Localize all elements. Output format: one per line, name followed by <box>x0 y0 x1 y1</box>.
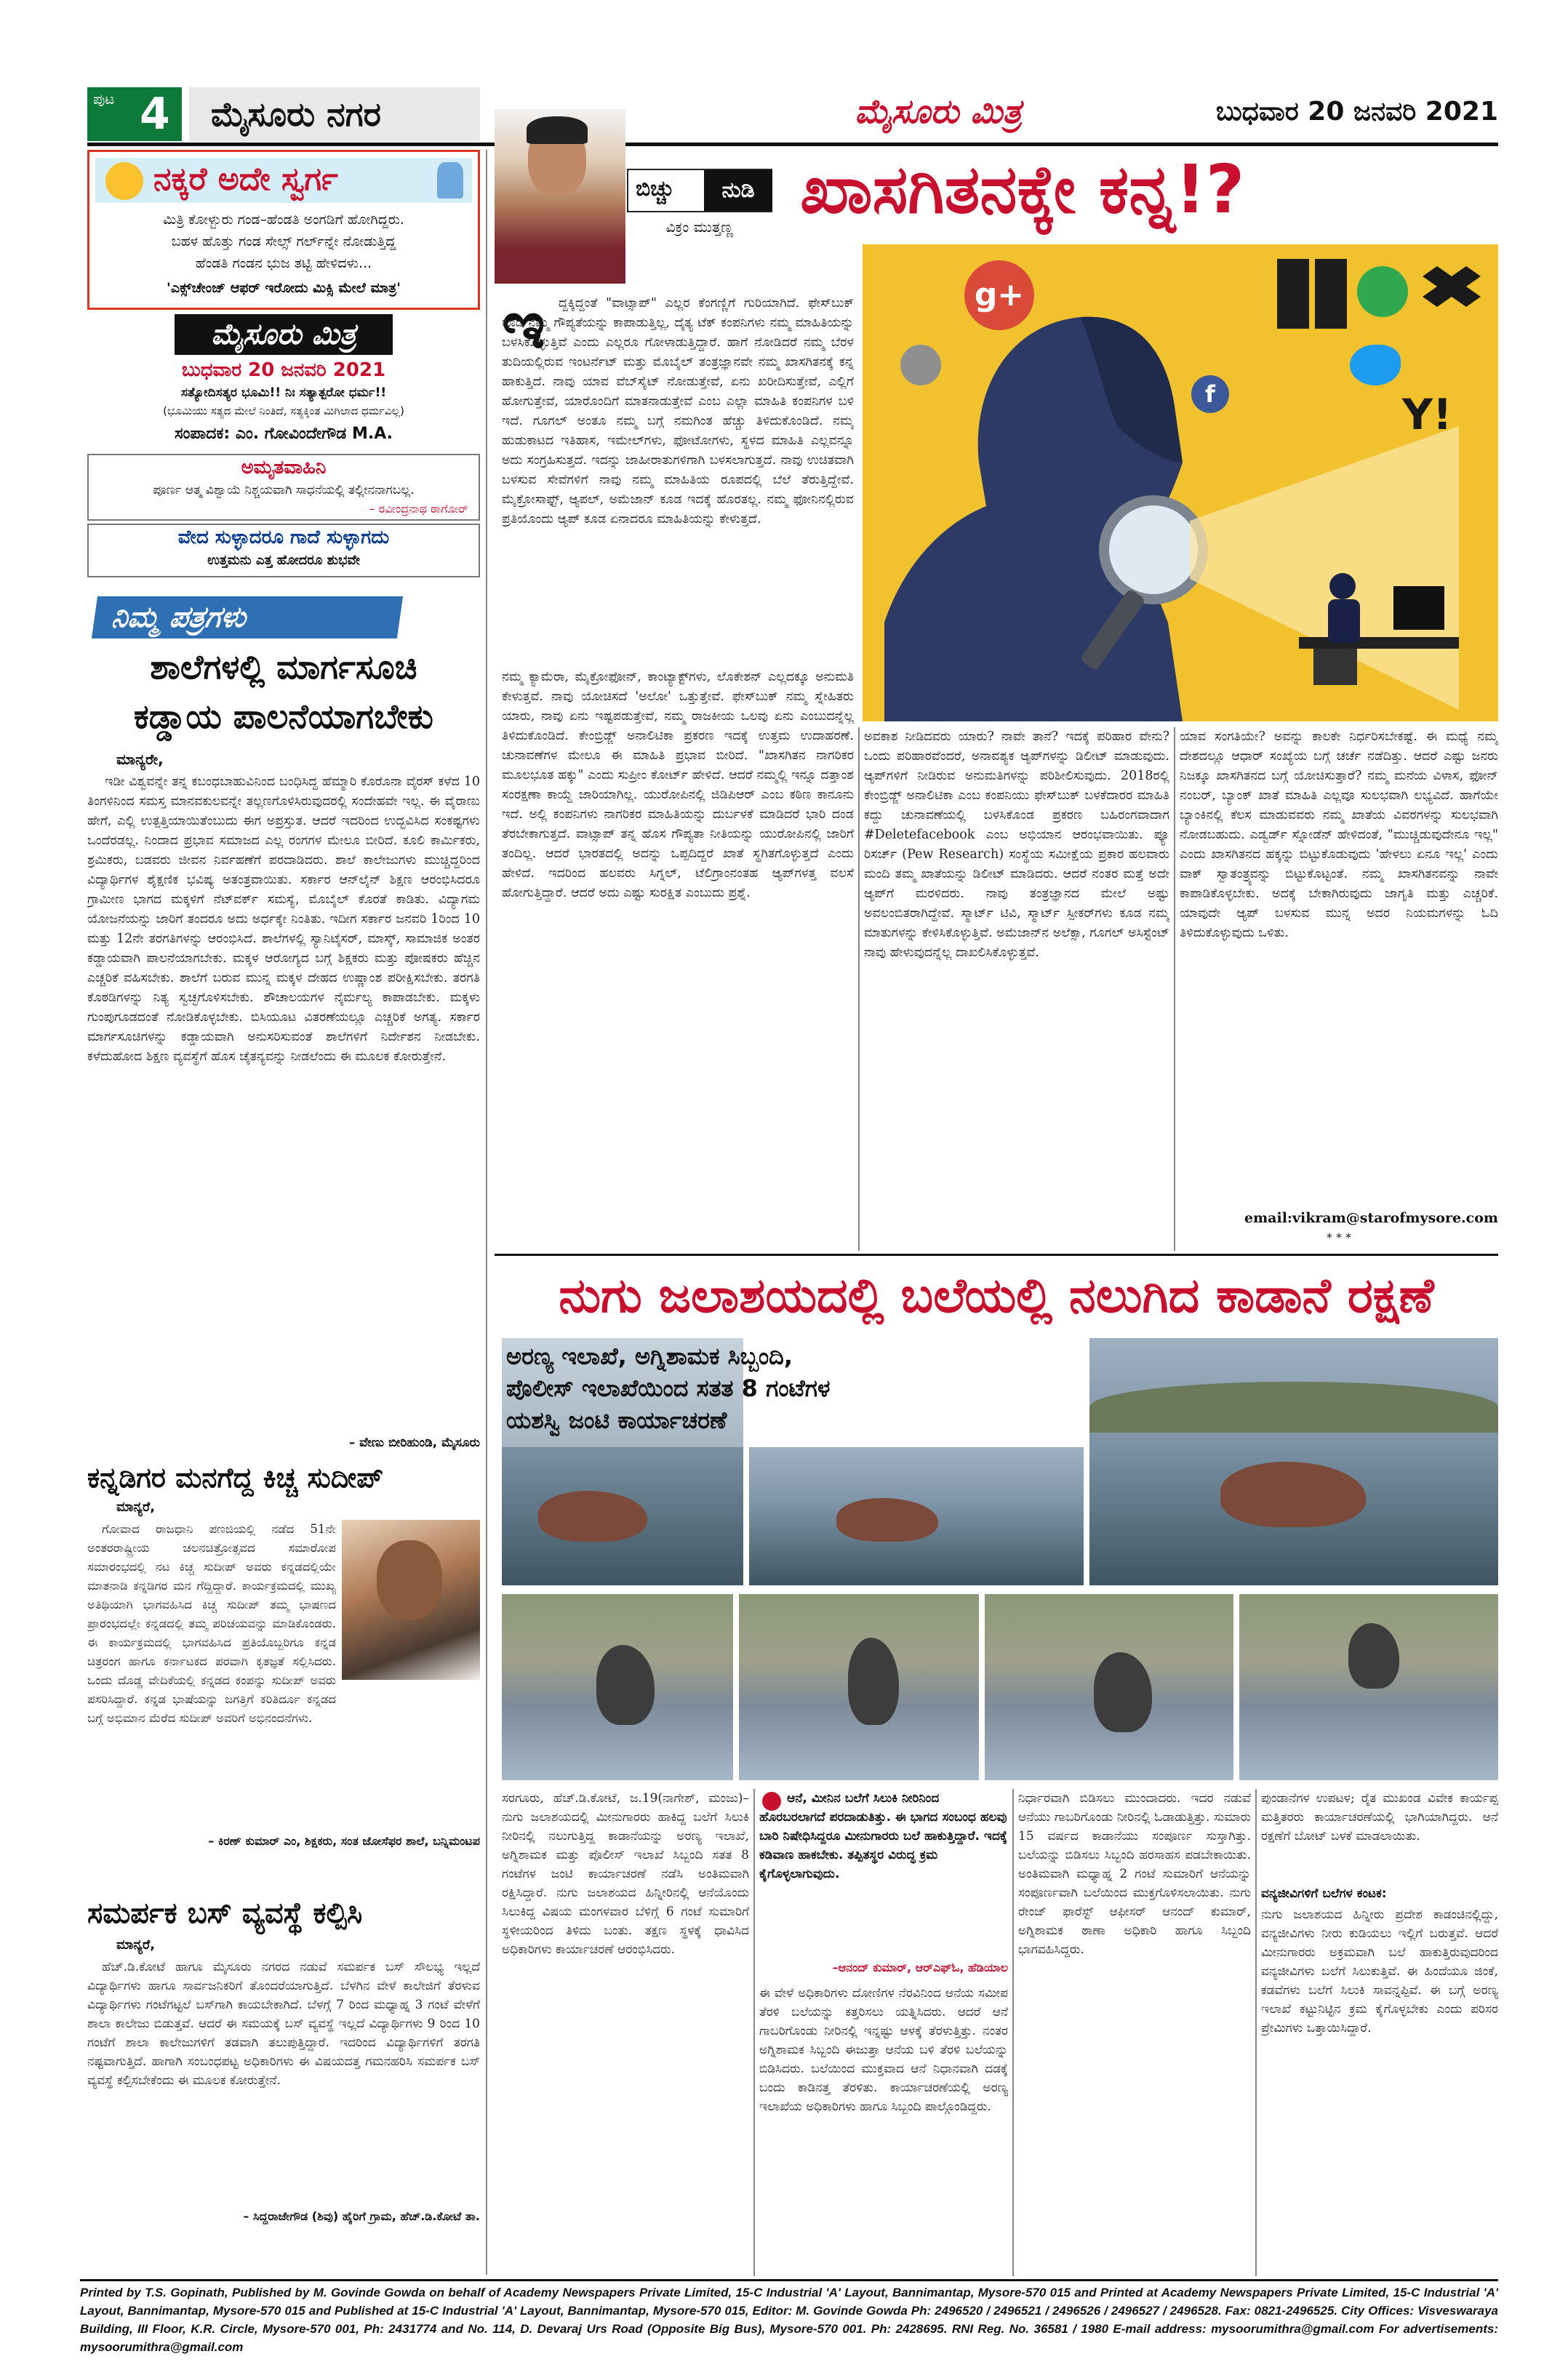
yahoo-icon: Y! <box>1402 390 1452 439</box>
elephant-text-4: ಪುಂಡಾನೆಗಳ ಉಪಟಳ; ರೈತ ಮುಖಂಡ ವಿವೇಕ ಕಾರ್ಯಪ್ಪ ಮತ್ತಿತರರು ಕಾರ್ಯಾಚರಣೆಯಲ್ಲಿ ಭಾಗಿಯಾಗಿದ್ದರು. ಆನೆ ರಕ್ಷಣೆಗೆ ಬೋಟ್ ಬಳಕೆ ಮಾಡಲಾಯಿತು. <box>1261 1791 1498 1843</box>
letter2-body: ಗೋವಾದ ರಾಜಧಾನಿ ಪಣಜಿಯಲ್ಲಿ ನಡೆದ 51ನೇ ಅಂತರರಾಷ್ಟ್ರೀಯ ಚಲನಚಿತ್ರೋತ್ಸವದ ಸಮಾರೋಪ ಸಮಾರಂಭದಲ್ಲಿ ನಟ ಕಿಚ್ಚ ಸುದೀಪ್ ಅವರು ಕನ್ನಡದಲ್ಲಿಯೇ ಮಾತನಾಡಿ ಕನ್ನಡಿಗರ ಮನ ಗೆದ್ದಿದ್ದಾರೆ. ಕಾರ್ಯಕ್ರಮದಲ್ಲಿ ಮುಖ್ಯ ಅತಿಥಿಯಾಗಿ ಭಾಗವಹಿಸಿದ ಕಿಚ್ಚ ಸುದೀಪ್ ತಮ್ಮ ಭಾಷಣದ ಪ್ರಾರಂಭದಲ್ಲೇ ಕನ್ನಡದಲ್ಲಿ ತಮ್ಮ ಪರಿಚಯವನ್ನು ಮಾಡಿಕೊಂಡರು. ಈ ಕಾರ್ಯಕ್ರಮದಲ್ಲಿ ಭಾಗವಹಿಸಿದ ಪ್ರತಿಯೊಬ್ಬರಿಗೂ ಕನ್ನಡ ಚಿತ್ರರಂಗ ಹಾಗೂ ಕರ್ನಾಟಕದ ಪರವಾಗಿ ಕೃತಜ್ಞತೆ ಸಲ್ಲಿಸಿದರು. ಒಂದು ದೊಡ್ಡ ವೇದಿಕೆಯಲ್ಲಿ ಕನ್ನಡದ ಕಂಪನ್ನು ಸುದೀಪ್ ಅವರು ಪಸರಿಸಿದ್ದಾರೆ. ಕನ್ನಡ ಭಾಷೆಯನ್ನು ಜಗತ್ತಿಗೆ ಕರಿತಿರ್ದೂ ಕನ್ನಡದ ಬಗ್ಗೆ ಅಭಿಮಾನ ಮೆರೆದ ಸುದೀಪ್ ಅವರಿಗೆ ಅಭಿನಂದನೆಗಳು. <box>87 1522 336 1725</box>
elephant-photo-5 <box>739 1594 979 1780</box>
elephant-text-1: ಸರಗೂರು, ಹೆಚ್.ಡಿ.ಕೋಟೆ, ಜ.19(ನಾಗೇಶ್, ಮಂಜು)– ನುಗು ಜಲಾಶಯದಲ್ಲಿ ಮೀನುಗಾರರು ಹಾಕಿದ್ದ ಬಲೆಗೆ ಸಿಲುಕಿ ನೀರಿನಲ್ಲಿ ನಲುಗುತ್ತಿದ್ದ ಕಾಡಾನೆಯನ್ನು ಅರಣ್ಯ ಇಲಾಖೆ, ಅಗ್ನಿಶಾಮಕ ಮತ್ತು ಪೊಲೀಸ್ ಇಲಾಖೆ ಸಿಬ್ಬಂದಿ ಸತತ 8 ಗಂಟೆಗಳ ಜಂಟಿ ಕಾರ್ಯಾಚರಣೆ ನಡೆಸಿ ಅಂತಿಮವಾಗಿ ರಕ್ಷಿಸಿದ್ದಾರೆ. ನುಗು ಜಲಾಶಯದ ಹಿನ್ನೀರಿನಲ್ಲಿ ಆನೆಯೊಂದು ಸಿಲುಕಿದ್ದ ವಿಷಯ ಮಂಗಳವಾರ ಬೆಳಿಗ್ಗೆ 6 ಗಂಟೆ ಸುಮಾರಿಗೆ ಸ್ಥಳೀಯರಿಂದ ತಿಳಿದು ಬಂತು. ತಕ್ಷಣ ಸ್ಥಳಕ್ಕೆ ಧಾವಿಸಿದ ಅಧಿಕಾರಿಗಳು ಕಾರ್ಯಾಚರಣೆ ಆರಂಭಿಸಿದರು. <box>502 1791 749 1957</box>
elephant-shape <box>1348 1623 1399 1689</box>
letters-banner: ನಿಮ್ಮ ಪತ್ರಗಳು <box>92 596 403 638</box>
cartoon-man-icon <box>437 162 463 199</box>
letter3-salute: ಮಾನ್ಯರೆ, <box>116 1937 156 1953</box>
elephant-shape <box>1220 1462 1366 1527</box>
elephant-subhead: ವನ್ಯಜೀವಿಗಳಿಗೆ ಬಲೆಗಳ ಕಂಟಕ: <box>1261 1886 1387 1901</box>
illustration-svg <box>863 244 1498 721</box>
whatsapp-icon <box>1357 266 1408 317</box>
column-name-box <box>627 169 772 212</box>
amrutha-title: ಅಮೃತವಾಹಿನಿ <box>241 457 327 479</box>
imprint-date: ಬುಧವಾರ 20 ಜನವರಿ 2021 <box>181 359 386 381</box>
quote-box <box>759 1789 1008 1978</box>
google-plus-icon: g+ <box>964 260 1034 330</box>
portrait-silhouette <box>377 1540 442 1620</box>
joke-line: 'ಎಕ್ಸ್‌ಚೇಂಜ್ ಆಫರ್ ಇರೋದು ಮಿಕ್ಸಿ ಮೇಲೆ ಮಾತ್ರ' <box>167 280 401 296</box>
letter3-body: ಹೆಚ್.ಡಿ.ಕೋಟೆ ಹಾಗೂ ಮೈಸೂರು ನಗರದ ನಡುವೆ ಸಮರ್ಪಕ ಬಸ್ ಸೌಲಭ್ಯ ಇಲ್ಲದೆ ವಿದ್ಯಾರ್ಥಿಗಳು ಹಾಗೂ ಸಾರ್ವಜನಿಕರಿಗೆ ತೊಂದರೆಯಾಗುತ್ತಿದೆ. ಬೆಳಗಿನ ವೇಳೆ ಕಾಲೇಜಿಗೆ ತೆರಳುವ ವಿದ್ಯಾರ್ಥಿಗಳು ಗಂಟೆಗಟ್ಟಲೆ ಬಸ್‌ಗಾಗಿ ಕಾಯಬೇಕಾಗಿದೆ. ಬೆಳಗ್ಗೆ 7 ರಿಂದ ಮಧ್ಯಾಹ್ನ 3 ಗಂಟೆ ವೇಳೆಗೆ ಶಾಲಾ ಕಾಲೇಜು ಬಿಡುತ್ತವೆ. ಆದರೆ ಈ ಸಮಯಕ್ಕೆ ಬಸ್ ವ್ಯವಸ್ಥೆ ಇಲ್ಲದೆ ವಿದ್ಯಾರ್ಥಿಗಳು 9 ರಿಂದ 10 ಗಂಟೆಗೆ ಶಾಲಾ ಕಾಲೇಜುಗಳಿಗೆ ತಡವಾಗಿ ತಲುಪುತ್ತಿದ್ದಾರೆ. ಇದರಿಂದ ವಿದ್ಯಾರ್ಥಿಗಳಿಗೆ ತರಗತಿ ನಷ್ಟವಾಗುತ್ತಿದೆ. ಹಾಗಾಗಿ ಸಂಬಂಧಪಟ್ಟ ಅಧಿಕಾರಿಗಳು ಈ ವಿಷಯದತ್ತ ಗಮನಹರಿಸಿ ಸಮರ್ಪಕ ಬಸ್ ವ್ಯವಸ್ಥೆ ಕಲ್ಪಿಸಬೇಕೆಂದು ಈ ಮೂಲಕ ಕೋರುತ್ತೇನೆ. <box>87 1960 480 2088</box>
laughing-face-icon <box>105 162 143 200</box>
letter3-sign: – ಸಿದ್ದರಾಜೇಗೌಡ (ಶಿವು) ಹೈರಿಗೆ ಗ್ರಾಮ, ಹೆಚ್.ಡಿ.ಕೋಟೆ ತಾ. <box>243 2209 480 2223</box>
left-column-rule <box>486 150 487 2275</box>
letter1-body: ಇಡೀ ವಿಶ್ವವನ್ನೇ ತನ್ನ ಕಬಂಧಬಾಹುವಿನಿಂದ ಬಂಧಿಸಿದ್ದ ಹೆಮ್ಮಾರಿ ಕೊರೊನಾ ವೈರಸ್ ಕಳೆದ 10 ತಿಂಗಳಿನಿಂದ ಸಮಸ್ತ ಮಾನವಕುಲವನ್ನೇ ತಲ್ಲಣಗೊಳಿಸಿರುವುದರಲ್ಲಿ ಸಂದೇಹವೇ ಇಲ್ಲ. ಈ ವೈರಾಣು ಹೇಗೆ, ಎಲ್ಲಿ ಉತ್ಪತ್ತಿಯಾಯಿತೆಂಬುದು ಈಗ ಅಪ್ರಸ್ತುತ. ಆದರೆ ಇದರಿಂದ ಉದ್ಭವಿಸಿದ ಸಂಕಷ್ಟಗಳು ಒಂದೆರಡಲ್ಲ. ನಿಂದಾದ ಪ್ರಭಾವ ಸಮಾಜದ ಎಲ್ಲ ರಂಗಗಳ ಮೇಲೂ ಬೀರಿದೆ. ಕೂಲಿ ಕಾರ್ಮಿಕರು, ಶ್ರಮಿಕರು, ಬಡವರು ಜೀವನ ನಿರ್ವಹಣೆಗೆ ಪರದಾಡಿದರು. ಶಾಲೆ ಕಾಲೇಜುಗಳು ಮುಚ್ಚಿದ್ದರಿಂದ ವಿದ್ಯಾರ್ಥಿಗಳ ಶೈಕ್ಷಣಿಕ ಭವಿಷ್ಯ ಅತಂತ್ರವಾಯಿತು. ಸರ್ಕಾರ ಆನ್‌ಲೈನ್ ಶಿಕ್ಷಣ ಆರಂಭಿಸಿದರೂ ಗ್ರಾಮೀಣ ಭಾಗದ ಮಕ್ಕಳಿಗೆ ನೆಟ್‌ವರ್ಕ್ ಸಮಸ್ಯೆ, ಮೊಬೈಲ್ ಕೊರತೆ ಕಾಡಿತು. ವಿದ್ಯಾಗಮ ಯೋಜನೆಯನ್ನು ಜಾರಿಗೆ ತಂದರೂ ಅದು ಅರ್ಧಕ್ಕೇ ನಿಂತಿತು. ಇದೀಗ ಸರ್ಕಾರ ಜನವರಿ 1ರಿಂದ 10 ಮತ್ತು 12ನೇ ತರಗತಿಗಳನ್ನು ಆರಂಭಿಸಿದೆ. ಶಾಲೆಗಳಲ್ಲಿ ಸ್ಯಾನಿಟೈಸರ್, ಮಾಸ್ಕ್, ಸಾಮಾಜಿಕ ಅಂತರ ಕಡ್ಡಾಯವಾಗಿ ಪಾಲನೆಯಾಗಬೇಕು. ಮಕ್ಕಳ ಆರೋಗ್ಯದ ಬಗ್ಗೆ ಶಿಕ್ಷಕರು ಮತ್ತು ಪೋಷಕರು ಹೆಚ್ಚಿನ ಎಚ್ಚರಿಕೆ ವಹಿಸಬೇಕು. ಶಾಲೆಗೆ ಬರುವ ಮುನ್ನ ಮಕ್ಕಳ ದೇಹದ ಉಷ್ಣಾಂಶ ಪರೀಕ್ಷಿಸಬೇಕು. ತರಗತಿ ಕೊಠಡಿಗಳನ್ನು ನಿತ್ಯ ಸ್ವಚ್ಛಗೊಳಿಸಬೇಕು. ಶೌಚಾಲಯಗಳ ನೈರ್ಮಲ್ಯ ಕಾಪಾಡಬೇಕು. ಮಕ್ಕಳು ಗುಂಪುಗೂಡದಂತೆ ನೋಡಿಕೊಳ್ಳಬೇಕು. ಬಿಸಿಯೂಟ ವಿತರಣೆಯಲ್ಲೂ ಎಚ್ಚರಿಕೆ ಅಗತ್ಯ. ಸರ್ಕಾರ ಮಾರ್ಗಸೂಚಿಗಳನ್ನು ಕಡ್ಡಾಯವಾಗಿ ಅನುಸರಿಸುವಂತೆ ಶಾಲೆಗಳಿಗೆ ನಿರ್ದೇಶನ ನೀಡಬೇಕು. ಕಳೆದುಹೋದ ಶಿಕ್ಷಣ ವ್ಯವಸ್ಥೆಗೆ ಹೊಸ ಚೈತನ್ಯವನ್ನು ನೀಡಲೆಂದು ಈ ಮೂಲಕ ಕೋರುತ್ತೇನೆ. <box>87 774 480 1064</box>
header-date: ಬುಧವಾರ 20 ಜನವರಿ 2021 <box>1215 97 1498 127</box>
office-worker-head <box>1329 573 1356 599</box>
elephant-shape <box>538 1491 647 1542</box>
hill-shape <box>1089 1382 1498 1433</box>
section-title: ಮೈಸೂರು ನಗರ <box>189 87 480 141</box>
elephant-headline: ನುಗು ಜಲಾಶಯದಲ್ಲಿ ಬಲೆಯಲ್ಲಿ ನಲುಗಿದ ಕಾಡಾನೆ ರಕ್ಷಣೆ <box>559 1268 1434 1324</box>
letter1-title-b: ಕಡ್ಡಾಯ ಪಾಲನೆಯಾಗಬೇಕು <box>134 697 433 736</box>
elephant-text-3: ನಿರ್ಧಾರವಾಗಿ ಬಿಡಿಸಲು ಮುಂದಾದರು. ಇದರ ನಡುವೆ ಆನೆಯು ಗಾಬರಿಗೊಂಡು ನೀರಿನಲ್ಲಿ ಓಡಾಡುತ್ತಿತ್ತು. ಸುಮಾರು 15 ವರ್ಷದ ಕಾಡಾನೆಯು ಸಂಪೂರ್ಣ ಸುಸ್ತಾಗಿತ್ತು. ಬಲೆಯನ್ನು ಬಿಡಿಸಲು ಸಿಬ್ಬಂದಿ ಹರಸಾಹಸ ಪಡಬೇಕಾಯಿತು. ಅಂತಿಮವಾಗಿ ಮಧ್ಯಾಹ್ನ 2 ಗಂಟೆ ಸುಮಾರಿಗೆ ಆನೆಯನ್ನು ಸಂಪೂರ್ಣವಾಗಿ ಬಲೆಯಿಂದ ಮುಕ್ತಗೊಳಿಸಲಾಯಿತು. ನುಗು ರೇಂಜ್ ಫಾರೆಸ್ಟ್ ಆಫೀಸರ್ ಆನಂದ್ ಕುಮಾರ್, ಅಗ್ನಿಶಾಮಕ ಠಾಣಾ ಅಧಿಕಾರಿ ಹಾಗೂ ಸಿಬ್ಬಂದಿ ಭಾಗವಹಿಸಿದ್ದರು. <box>1018 1791 1251 1957</box>
amrutha-box <box>87 454 480 521</box>
joke-box <box>87 150 480 310</box>
column-end-stars: * * * <box>1326 1230 1352 1244</box>
imprint-editor: ಸಂಪಾದಕ: ಎಂ. ಗೋವಿಂದೇಗೌಡ M.A. <box>174 425 393 443</box>
elephant-subhead-1: ಅರಣ್ಯ ಇಲಾಖೆ, ಅಗ್ನಿಶಾಮಕ ಸಿಬ್ಬಂದಿ, <box>506 1342 793 1370</box>
elephant-photo-2 <box>749 1447 1084 1585</box>
page-label: ಪುಟ <box>93 90 115 108</box>
elephant-shape <box>1094 1652 1152 1732</box>
elephant-text-5: ನುಗು ಜಲಾಶಯದ ಹಿನ್ನೀರು ಪ್ರದೇಶ ಕಾಡಂಚಿನಲ್ಲಿದ್ದು, ವನ್ಯಜೀವಿಗಳು ನೀರು ಕುಡಿಯಲು ಇಲ್ಲಿಗೆ ಬರುತ್ತವೆ. ಆದರೆ ಮೀನುಗಾರರು ಅಕ್ರಮವಾಗಿ ಬಲೆ ಹಾಕುತ್ತಿರುವುದರಿಂದ ವನ್ಯಜೀವಿಗಳು ಬಲೆಗೆ ಸಿಲುಕುತ್ತಿವೆ. ಈ ಹಿಂದೆಯೂ ಜಿಂಕೆ, ಕಡವೆಗಳು ಬಲೆಗೆ ಸಿಲುಕಿ ಸಾವನ್ನಪ್ಪಿವೆ. ಈ ಬಗ್ಗೆ ಅರಣ್ಯ ಇಲಾಖೆ ಕಟ್ಟುನಿಟ್ಟಿನ ಕ್ರಮ ಕೈಗೊಳ್ಳಬೇಕು ಎಂದು ಪರಿಸರ ಪ್ರೇಮಿಗಳು ಒತ್ತಾಯಿಸಿದ್ದಾರೆ. <box>1261 1907 1498 2035</box>
desk <box>1299 637 1459 649</box>
apple-icon <box>900 345 941 385</box>
elephant-photo-7 <box>1239 1594 1498 1780</box>
office-worker-body <box>1328 599 1360 643</box>
windows-icon <box>1277 259 1347 329</box>
joke-line: ಮಿತ್ರಿ ಕೋಳ್ಬುರು ಗಂಡ–ಹೆಂಡತಿ ಅಂಗಡಿಗೆ ಹೋಗಿದ್ದರು. <box>163 212 404 228</box>
imprint-logo: ಮೈಸೂರು ಮಿತ್ರ <box>175 314 393 355</box>
story-divider <box>495 1254 1498 1256</box>
column-name-b: ನುಡಿ <box>704 170 772 211</box>
privacy-illustration <box>863 244 1498 721</box>
elephant-rule-2 <box>1012 1789 1014 2276</box>
column-rule-1 <box>858 727 860 1251</box>
footer-rule <box>80 2279 1498 2281</box>
twitter-icon <box>1350 345 1401 385</box>
amrutha-text: ಪೂರ್ಣ ಆತ್ಮ ವಿಶ್ವಾಯೆ ನಿಶ್ಚಯವಾಗಿ ಸಾಧನೆಯಲ್ಲಿ ತಲ್ಲೀನನಾಗಬಲ್ಲ. <box>153 483 415 497</box>
letter1-salute: ಮಾನ್ಯರೇ, <box>116 750 164 768</box>
page-number-box <box>87 87 182 141</box>
column-text-2: ನಮ್ಮ ಕ್ಯಾಮೆರಾ, ಮೈಕ್ರೋಫೋನ್, ಕಾಂಟ್ಯಾಕ್ಟ್‌ಗಳು, ಲೊಕೇಶನ್ ಎಲ್ಲದಕ್ಕೂ ಅನುಮತಿ ಕೇಳುತ್ತವೆ. ನಾವು ಯೋಚಿಸದೆ 'ಅಲೋ' ಒತ್ತುತ್ತೇವೆ. ಫೇಸ್‌ಬುಕ್ ನಮ್ಮ ಸ್ನೇಹಿತರು ಯಾರು, ನಾವು ಏನು ಇಷ್ಟಪಡುತ್ತೇವೆ, ನಮ್ಮ ರಾಜಕೀಯ ಒಲವು ಏನು ಎಂಬುದನ್ನೆಲ್ಲ ತಿಳಿದುಕೊಂಡಿದೆ. ಕೇಂಬ್ರಿಡ್ಜ್ ಅನಾಲಿಟಿಕಾ ಪ್ರಕರಣ ಇದಕ್ಕೆ ಉತ್ತಮ ಉದಾಹರಣೆ. ಚುನಾವಣೆಗಳ ಮೇಲೂ ಈ ಮಾಹಿತಿ ಪ್ರಭಾವ ಬೀರಿದೆ. "ಖಾಸಗಿತನ ನಾಗರಿಕರ ಮೂಲಭೂತ ಹಕ್ಕು" ಎಂದು ಸುಪ್ರೀಂ ಕೋರ್ಟ್ ಹೇಳಿದೆ. ಆದರೆ ನಮ್ಮಲ್ಲಿ ಇನ್ನೂ ದತ್ತಾಂಶ ಸಂರಕ್ಷಣಾ ಕಾಯ್ದೆ ಜಾರಿಯಾಗಿಲ್ಲ. ಯುರೋಪಿನಲ್ಲಿ ಜಿಡಿಪಿಆರ್ ಎಂಬ ಕಠಿಣ ಕಾನೂನು ಇದೆ. ಅಲ್ಲಿ ಕಂಪನಿಗಳು ನಾಗರಿಕರ ಮಾಹಿತಿಯನ್ನು ದುರ್ಬಳಕೆ ಮಾಡಿದರೆ ಭಾರಿ ದಂಡ ತೆರಬೇಕಾಗುತ್ತದೆ. ವಾಟ್ಸಾಪ್ ತನ್ನ ಹೊಸ ಗೌಪ್ಯತಾ ನೀತಿಯನ್ನು ಯುರೋಪಿನಲ್ಲಿ ಜಾರಿಗೆ ತಂದಿಲ್ಲ. ಆದರೆ ಭಾರತದಲ್ಲಿ ಅದನ್ನು ಒಪ್ಪದಿದ್ದರೆ ಖಾತೆ ಸ್ಥಗಿತಗೊಳ್ಳುತ್ತದೆ ಎಂದು ಹೇಳಿದೆ. ಇದರಿಂದ ಹಲವರು ಸಿಗ್ನಲ್, ಟೆಲಿಗ್ರಾಂನಂತಹ ಆ್ಯಪ್‌ಗಳತ್ತ ವಲಸೆ ಹೋಗುತ್ತಿದ್ದಾರೆ. ಆದರೆ ಅದು ಎಷ್ಟು ಸುರಕ್ಷಿತ ಎಂಬುದು ಪ್ರಶ್ನೆ. <box>502 670 854 900</box>
column-author: ವಿಕ್ರಂ ಮುತ್ತಣ್ಣ <box>665 218 734 236</box>
letter1-title-a: ಶಾಲೆಗಳಲ್ಲಿ ಮಾರ್ಗಸೂಚಿ <box>150 647 417 686</box>
vedasukti-box <box>87 524 480 577</box>
column-text-1: ದ್ದಕ್ಕಿದ್ದಂತೆ "ವಾಟ್ಸಾಪ್" ಎಲ್ಲರ ಕೆಂಗಣ್ಣಿಗೆ ಗುರಿಯಾಗಿದೆ. ಫೇಸ್‌ಬುಕ್ ಕೂಡ ನಮ್ಮ ಗೌಪ್ಯತೆಯನ್ನು ಕಾಪಾಡುತ್ತಿಲ್ಲ, ದೈತ್ಯ ಟೆಕ್ ಕಂಪನಿಗಳು ನಮ್ಮ ಮಾಹಿತಿಯನ್ನು ಬಳಸಿಕೊಳ್ಳುತ್ತಿವೆ ಎಂದು ಎಲ್ಲರೂ ಗೋಳಾಡುತ್ತಿದ್ದಾರೆ. ಹಾಗೆ ನೋಡಿದರೆ ನಮ್ಮ ಬೆರಳ ತುದಿಯಲ್ಲಿರುವ ಇಂಟರ್ನೆಟ್ ಮತ್ತು ಮೊಬೈಲ್ ತಂತ್ರಜ್ಞಾನವೇ ನಮ್ಮ ಖಾಸಗಿತನಕ್ಕೆ ಕನ್ನ ಹಾಕುತ್ತಿದೆ. ನಾವು ಯಾವ ವೆಬ್‌ಸೈಟ್ ನೋಡುತ್ತೇವೆ, ಏನು ಖರೀದಿಸುತ್ತೇವೆ, ಎಲ್ಲಿಗೆ ಹೋಗುತ್ತೇವೆ, ಯಾರೊಂದಿಗೆ ಮಾತನಾಡುತ್ತೇವೆ ಎಂಬ ಎಲ್ಲಾ ಮಾಹಿತಿ ಕಂಪನಿಗಳ ಬಳಿ ಇದೆ. ಗೂಗಲ್ ಅಂತೂ ನಮ್ಮ ಬಗ್ಗೆ ನಮಗಿಂತ ಹೆಚ್ಚು ತಿಳಿದುಕೊಂಡಿದೆ. ನಮ್ಮ ಹುಡುಕಾಟದ ಇತಿಹಾಸ, ಇಮೇಲ್‌ಗಳು, ಫೋಟೋಗಳು, ಸ್ಥಳದ ಮಾಹಿತಿ ಎಲ್ಲವನ್ನೂ ಅದು ಸಂಗ್ರಹಿಸುತ್ತದೆ. ಇದನ್ನು ಜಾಹೀರಾತುಗಳಿಗಾಗಿ ಬಳಸಲಾಗುತ್ತದೆ. ನಾವು ಉಚಿತವಾಗಿ ಬಳಸುವ ಸೇವೆಗಳಿಗೆ ನಾವು ನಮ್ಮ ಮಾಹಿತಿಯ ರೂಪದಲ್ಲಿ ಬೆಲೆ ತೆರುತ್ತಿದ್ದೇವೆ. ಮೈಕ್ರೋಸಾಫ್ಟ್, ಆ್ಯಪಲ್, ಅಮೆಜಾನ್ ಕೂಡ ಇದಕ್ಕೆ ಹೊರತಲ್ಲ. ನಮ್ಮ ಫೋನಿನಲ್ಲಿರುವ ಪ್ರತಿಯೊಂದು ಆ್ಯಪ್ ಕೂಡ ಏನಾದರೂ ಮಾಹಿತಿಯನ್ನು ಕೇಳುತ್ತದೆ. <box>502 296 854 527</box>
columnist-photo <box>495 109 625 284</box>
letter3-title: ಸಮರ್ಪಕ ಬಸ್ ವ್ಯವಸ್ಥೆ ಕಲ್ಪಿಸಿ <box>87 1897 363 1930</box>
portrait-hair <box>527 116 588 144</box>
elephant-text-2: ಈ ವೇಳೆ ಅಧಿಕಾರಿಗಳು ದೋಣಿಗಳ ನೆರವಿನಿಂದ ಆನೆಯ ಸಮೀಪ ತೆರಳಿ ಬಲೆಯನ್ನು ಕತ್ತರಿಸಲು ಯತ್ನಿಸಿದರು. ಆದರೆ ಆನೆ ಗಾಬರಿಗೊಂಡು ನೀರಿನಲ್ಲಿ ಇನ್ನಷ್ಟು ಆಳಕ್ಕೆ ತೆರಳುತ್ತಿತ್ತು. ನಂತರ ಅಗ್ನಿಶಾಮಕ ಸಿಬ್ಬಂದಿ ಈಜುತ್ತಾ ಆನೆಯ ಬಳಿ ತೆರಳಿ ಬಲೆಯನ್ನು ಬಿಡಿಸಿದರು. ಬಲೆಯಿಂದ ಮುಕ್ತವಾದ ಆನೆ ನಿಧಾನವಾಗಿ ದಡಕ್ಕೆ ಬಂದು ಕಾಡಿನತ್ತ ತೆರಳಿತು. ಕಾರ್ಯಾಚರಣೆಯಲ್ಲಿ ಅರಣ್ಯ ಇಲಾಖೆಯ ಅಧಿಕಾರಿಗಳು ಹಾಗೂ ಸಿಬ್ಬಂದಿ ಪಾಲ್ಗೊಂಡಿದ್ದರು. <box>759 1986 1008 2114</box>
elephant-shape <box>836 1498 938 1542</box>
elephant-rule-1 <box>753 1789 755 2276</box>
quote-sign: –ಆನಂದ್ ಕುಮಾರ್, ಆರ್‌ಎಫ್‌ಓ, ಹೆಡಿಯಾಲ <box>832 1961 1008 1974</box>
column-text-4: ಯಾವ ಸಂಗತಿಯೇ? ಅವನ್ನು ಕಾಲಕೇ ನಿರ್ಧರಿಸಬೇಕಷ್ಟೆ. ಈ ಮಧ್ಯೆ ನಮ್ಮ ದೇಶದಲ್ಲೂ ಆಧಾರ್ ಸಂಖ್ಯೆಯ ಬಗ್ಗೆ ಚರ್ಚೆ ನಡೆದಿತ್ತು. ಆದರೆ ಎಷ್ಟು ಜನರು ನಿಜಕ್ಕೂ ಖಾಸಗಿತನದ ಬಗ್ಗೆ ಯೋಚಿಸುತ್ತಾರೆ? ನಮ್ಮ ಮನೆಯ ವಿಳಾಸ, ಫೋನ್ ನಂಬರ್, ಬ್ಯಾಂಕ್ ಖಾತೆ ಮಾಹಿತಿ ಎಲ್ಲವೂ ಸುಲಭವಾಗಿ ಲಭ್ಯವಿದೆ. ಹಾಗೆಯೇ ಬ್ಯಾಂಕಿನಲ್ಲಿ ಕೆಲಸ ಮಾಡುವವರು ನಮ್ಮ ಖಾತೆಯ ವಿವರಗಳನ್ನು ಸುಲಭವಾಗಿ ನೋಡಬಹುದು. ಎಡ್ವರ್ಡ್ ಸ್ನೋಡೆನ್ ಹೇಳಿದಂತೆ, "ಮುಚ್ಚಿಡುವುದೇನೂ ಇಲ್ಲ" ಎಂದು ಖಾಸಗಿತನದ ಹಕ್ಕನ್ನು ಬಿಟ್ಟುಕೊಡುವುದು 'ಹೇಳಲು ಏನೂ ಇಲ್ಲ' ಎಂದು ವಾಕ್ ಸ್ವಾತಂತ್ರ್ಯವನ್ನು ಬಿಟ್ಟುಕೊಟ್ಟಂತೆ. ನಮ್ಮ ಖಾಸಗಿತನವನ್ನು ನಾವೇ ಕಾಪಾಡಿಕೊಳ್ಳಬೇಕು. ಅದಕ್ಕೆ ಬೇಕಾಗಿರುವುದು ಜಾಗೃತಿ ಮತ್ತು ಎಚ್ಚರಿಕೆ. ಯಾವುದೇ ಆ್ಯಪ್ ಬಳಸುವ ಮುನ್ನ ಅದರ ನಿಯಮಗಳನ್ನು ಓದಿ ತಿಳಿದುಕೊಳ್ಳುವುದು ಒಳಿತು. <box>1180 729 1498 940</box>
imprint-motto-sub: (ಭೂಮಿಯು ಸತ್ಯದ ಮೇಲೆ ನಿಂತಿದೆ, ಸತ್ಯಕ್ಕಿಂತ ಮಿಗಿಲಾದ ಧರ್ಮವಿಲ್ಲ) <box>163 404 404 417</box>
elephant-shape <box>596 1645 655 1725</box>
letter1-sign: – ವೇಣು ಬೀರಿಹುಂಡಿ, ಮೈಸೂರು <box>348 1436 480 1450</box>
monitor <box>1393 586 1444 630</box>
imprint-motto: ಸತ್ಯೋದಿಸತ್ಯರ ಭೂಮಿ!! ನಿಃ ಸತ್ಯಾತ್ಪರೋ ಧರ್ಮ!! <box>180 385 387 400</box>
amrutha-author: – ರವೀಂದ್ರನಾಥ ಠಾಗೋರ್ <box>369 502 468 516</box>
column-text-3: ಅವಕಾಶ ನೀಡಿದವರು ಯಾರು? ನಾವೇ ತಾನೆ? ಇದಕ್ಕೆ ಪರಿಹಾರ ವೇನು? ಒಂದು ಪರಿಹಾರವೆಂದರೆ, ಅನಾವಶ್ಯಕ ಆ್ಯಪ್‌ಗಳನ್ನು ಡಿಲೀಟ್ ಮಾಡುವುದು. ಆ್ಯಪ್‌ಗಳಿಗೆ ನೀಡಿರುವ ಅನುಮತಿಗಳನ್ನು ಪರಿಶೀಲಿಸುವುದು. 2018ರಲ್ಲಿ ಕೇಂಬ್ರಿಡ್ಜ್ ಅನಾಲಿಟಿಕಾ ಎಂಬ ಕಂಪನಿಯು ಫೇಸ್‌ಬುಕ್ ಬಳಕೆದಾರರ ಮಾಹಿತಿ ಕದ್ದು ಚುನಾವಣೆಯಲ್ಲಿ ಬಳಸಿಕೊಂಡ ಪ್ರಕರಣ ಬಹಿರಂಗವಾದಾಗ #Deletefacebook ಎಂಬ ಅಭಿಯಾನ ಆರಂಭವಾಯಿತು. ಪ್ಯೂ ರಿಸರ್ಚ್ (Pew Research) ಸಂಸ್ಥೆಯ ಸಮೀಕ್ಷೆಯ ಪ್ರಕಾರ ಹಲವಾರು ಮಂದಿ ತಮ್ಮ ಖಾತೆಯನ್ನು ಡಿಲೀಟ್ ಮಾಡಿದರು. ಆದರೆ ನಂತರ ಮತ್ತೆ ಅದೇ ಆ್ಯಪ್‌ಗೆ ಮರಳಿದರು. ನಾವು ತಂತ್ರಜ್ಞಾನದ ಮೇಲೆ ಅಷ್ಟು ಅವಲಂಬಿತರಾಗಿದ್ದೇವೆ. ಸ್ಮಾರ್ಟ್ ಟಿವಿ, ಸ್ಮಾರ್ಟ್ ಸ್ಪೀಕರ್‌ಗಳು ಕೂಡ ನಮ್ಮ ಮಾತುಗಳನ್ನು ಕೇಳಿಸಿಕೊಳ್ಳುತ್ತಿವೆ. ಅಮೆಜಾನ್‌ನ ಅಲೆಕ್ಸಾ, ಗೂಗಲ್ ಅಸಿಸ್ಟೆಂಟ್ ನಾವು ಹೇಳುವುದನ್ನೆಲ್ಲ ದಾಖಲಿಸಿಕೊಳ್ಳುತ್ತವೆ. <box>864 729 1169 960</box>
footer-imprint: Printed by T.S. Gopinath, Published by M. Govinde Gowda on behalf of Academy Newspapers Private Limited, 15-C Industrial 'A' Layout, Bannimantap, Mysore-570 015 and Printed at Academy Newspapers Private Limited, 15-C Industrial 'A' Layout, Bannimantap, Mysore-570 015 and Published at 15-C Industrial 'A' Layout, Bannimantap, Mysore-570 015, Editor: M. Govinde Gowda Ph: 2496520 / 2496521 / 2496526 / 2496527 / 2496528. Fax: 0821-2496525. City Offices: Visveswaraya Building, III Floor, K.R. Circle, Mysore-570 001, Ph: 2431774 and No. 114, D. Devaraj Urs Road (Opposite Big Bus), Mysore-570 001. Ph: 2428695. RNI Reg. No. 36581 / 1980 E-mail address: mysoorumithra@gmail.com For advertisements: mysoorumithra@gmail.com <box>80 2286 1498 2354</box>
elephant-photo-3 <box>1089 1338 1498 1585</box>
elephant-photo-6 <box>985 1594 1233 1780</box>
quote-text: ಆನೆ, ಮೀನಿನ ಬಲೆಗೆ ಸಿಲುಕಿ ನೀರಿನಿಂದ ಹೊರಬರಲಾಗದೆ ಪರದಾಡುತಿತ್ತು. ಈ ಭಾಗದ ಸಂಬಂಧ ಹಲವು ಬಾರಿ ನಿಷೇಧಿಸಿದ್ದರೂ ಮೀನುಗಾರರು ಬಲೆ ಹಾಕುತ್ತಿದ್ದಾರೆ. ಇದಕ್ಕೆ ಕಡಿವಾಣ ಹಾಕಬೇಕು. ತಪ್ಪಿತಸ್ಥರ ವಿರುದ್ಧ ಕ್ರಮ ಕೈಗೊಳ್ಳಲಾಗುವುದು. <box>759 1791 1007 1881</box>
joke-line: ಬಹಳ ಹೊತ್ತು ಗಂಡ ಸೇಲ್ಸ್ ಗರ್ಲ್‌ನ್ನೇ ನೋಡುತ್ತಿದ್ದ <box>171 233 396 249</box>
letter2-title: ಕನ್ನಡಿಗರ ಮನಗೆದ್ದ ಕಿಚ್ಚ ಸುದೀಪ್ <box>87 1462 383 1494</box>
column-dropcap: ಇ <box>502 286 545 364</box>
elephant-subhead-2: ಪೊಲೀಸ್ ಇಲಾಖೆಯಿಂದ ಸತತ 8 ಗಂಟೆಗಳ <box>506 1374 831 1402</box>
magnifier-lens <box>1104 500 1203 599</box>
vedasukti-title: ವೇದ ಸುಳ್ಳಾದರೂ ಗಾದೆ ಸುಳ್ಳಾಗದು <box>177 527 390 548</box>
column-rule-2 <box>1174 727 1175 1251</box>
letter2-sign: – ಕಿರಣ್ ಕುಮಾರ್ ಎಂ, ಶಿಕ್ಷಕರು, ಸಂತ ಜೋಸೆಫರ ಶಾಲೆ, ಬನ್ನಿಮಂಟಪ <box>208 1834 480 1848</box>
joke-title: ನಕ್ಕರೆ ಅದೇ ಸ್ವರ್ಗ <box>153 161 338 198</box>
elephant-shape <box>848 1638 899 1725</box>
joke-line: ಹೆಂಡತಿ ಗಂಡನ ಭುಜ ತಟ್ಟಿ ಹೇಳಿದಳು... <box>195 255 372 271</box>
joke-header <box>95 158 472 203</box>
letter2-salute: ಮಾನ್ಯರೆ, <box>116 1500 156 1515</box>
elephant-photo-4 <box>502 1594 733 1780</box>
masthead: ಮೈಸೂರು ಮಿತ್ರ <box>855 92 1022 131</box>
office-chair <box>1313 649 1357 685</box>
sudeep-photo <box>342 1520 480 1680</box>
page-number: 4 <box>140 89 170 140</box>
elephant-rule-3 <box>1255 1789 1257 2276</box>
column-headline: ಖಾಸಗಿತನಕ್ಕೇ ಕನ್ನ!? <box>800 151 1245 228</box>
vedasukti-text: ಉತ್ತಮನು ಎತ್ತ ಹೋದರೂ ಶುಭವೇ <box>207 553 360 568</box>
column-name-a: ಬಿಚ್ಚು <box>636 176 675 201</box>
column-email: email:vikram@starofmysore.com <box>1244 1210 1498 1226</box>
elephant-subhead-3: ಯಶಸ್ವಿ ಜಂಟಿ ಕಾರ್ಯಾಚರಣೆ <box>506 1406 727 1434</box>
facebook-icon: f <box>1191 375 1229 413</box>
